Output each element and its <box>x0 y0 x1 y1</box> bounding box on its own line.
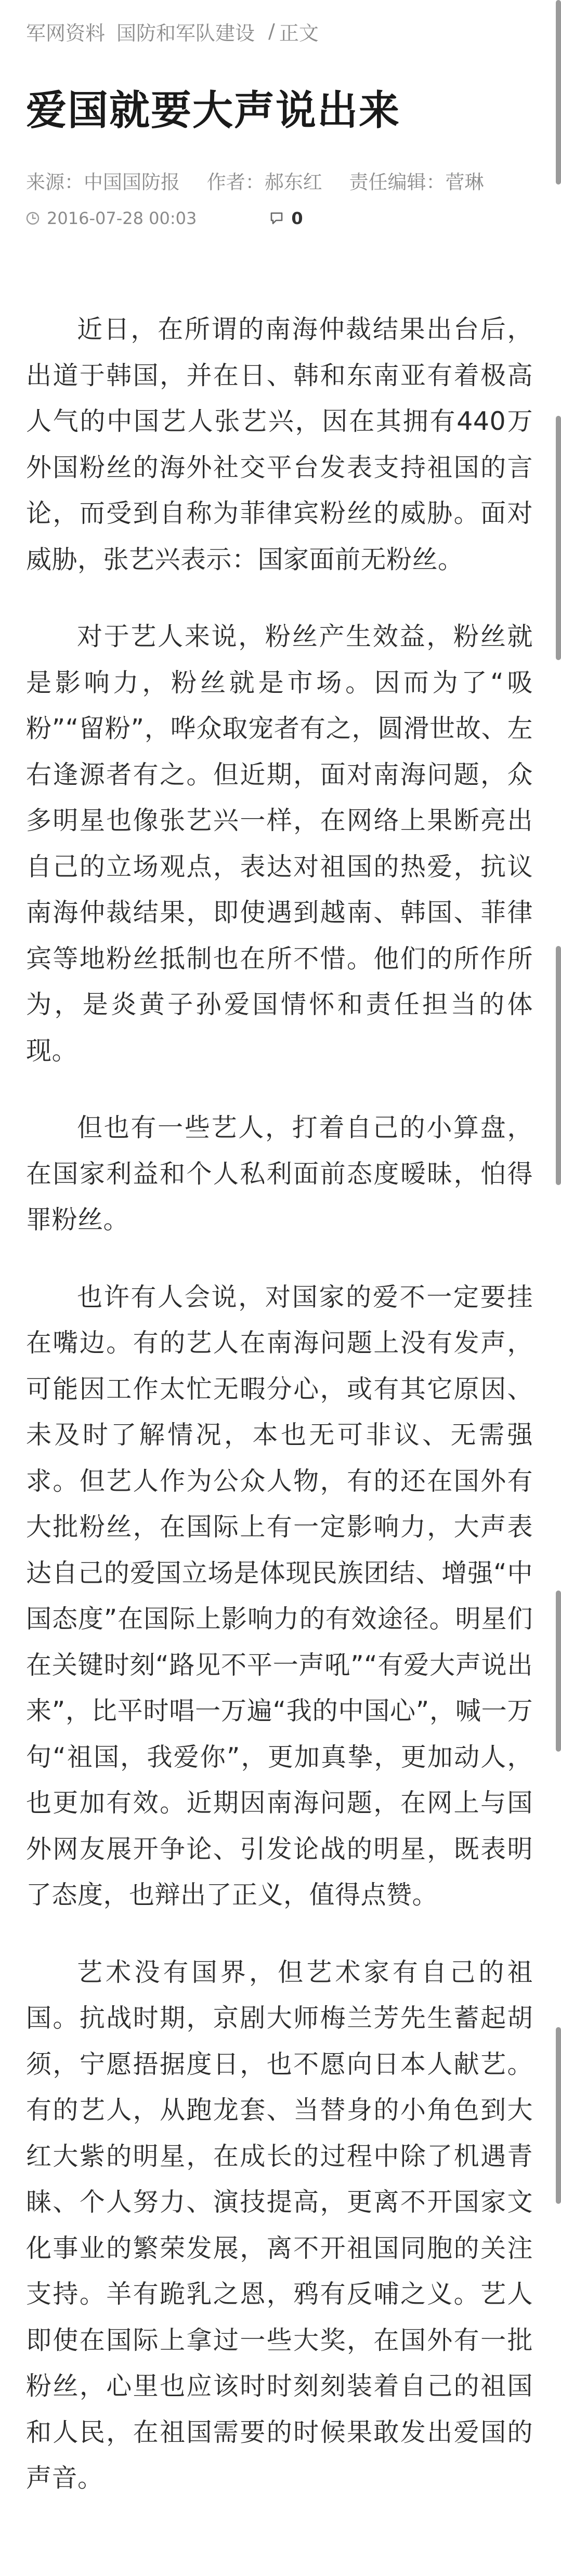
breadcrumb-item-national-defense[interactable]: 国防和军队建设 <box>116 21 255 45</box>
editor-value: 菅琳 <box>445 171 484 193</box>
source-label: 来源： <box>26 171 84 193</box>
article-info-row <box>26 205 303 231</box>
breadcrumb-current: 正文 <box>279 21 319 45</box>
scrollbar-thumb[interactable] <box>556 946 561 1185</box>
article-paragraph: 对于艺人来说，粉丝产生效益，粉丝就是影响力，粉丝就是市场。因而为了“吸粉”“留粉”，哗众取宠者有之，圆滑世故、左右逢源者有之。但近期，面对南海问题，众多明星也像张艺兴一样，在网络上果断亮出自己的立场观点，表达对祖国的热爱，抗议南海仲裁结果，即使遇到越南、韩国、菲律宾等地粉丝抵制也在所不惜。他们的所作所为，是炎黄子孙爱国情怀和责任担当的体现。 <box>26 622 533 1066</box>
article-title: 爱国就要大声说出来 <box>26 87 401 134</box>
scrollbar-thumb[interactable] <box>556 0 561 185</box>
publish-datetime: 2016-07-28 00:03 <box>47 208 197 228</box>
scrollbar-thumb[interactable] <box>556 2027 561 2204</box>
article-paragraph: 也许有人会说，对国家的爱不一定要挂在嘴边。有的艺人在南海问题上没有发声，可能因工作太忙无暇分心，或有其它原因、未及时了解情况，本也无可非议、无需强求。但艺人作为公众人物，有的还在国外有大批粉丝，在国际上有一定影响力，大声表达自己的爱国立场是体现民族团结、增强“中国态度”在国际上影响力的有效途径。明星们在关键时刻“路见不平一声吼”“有爱大声说出来”，比平时唱一万遍“我的中国心”，喊一万句“祖国，我爱你”，更加真挚，更加动人，也更加有效。近期因南海问题，在网上与国外网友展开争论、引发论战的明星，既表明了态度，也辩出了正义，值得点赞。 <box>26 1282 533 1910</box>
author-label: 作者： <box>206 171 265 193</box>
breadcrumb-item-military-data[interactable]: 军网资料 <box>26 21 106 45</box>
article-paragraph: 近日，在所谓的南海仲裁结果出台后，出道于韩国，并在日、韩和东南亚有着极高人气的中国艺人张艺兴，因在其拥有440万外国粉丝的海外社交平台发表支持祖国的言论，而受到自称为菲律宾粉丝的威胁。面对威胁，张艺兴表示：国家面前无粉丝。 <box>26 314 533 574</box>
comment-icon[interactable] <box>269 211 284 226</box>
breadcrumb <box>26 16 319 47</box>
article-paragraph: 但也有一些艺人，打着自己的小算盘，在国家利益和个人私利面前态度暧昧，怕得罪粉丝。 <box>26 1113 533 1234</box>
scrollbar-thumb[interactable] <box>556 1591 561 1752</box>
breadcrumb-separator: / <box>268 20 275 43</box>
clock-icon <box>26 212 40 225</box>
source-value: 中国国防报 <box>84 171 180 193</box>
scrollbar-thumb[interactable] <box>556 416 561 660</box>
article-meta <box>26 166 493 194</box>
editor-label: 责任编辑： <box>349 171 446 193</box>
article-paragraph: 艺术没有国界，但艺术家有自己的祖国。抗战时期，京剧大师梅兰芳先生蓄起胡须，宁愿捂据度日，也不愿向日本人献艺。有的艺人，从跑龙套、当替身的小角色到大红大紫的明星，在成长的过程中除了机遇青睐、个人努力、演技提高，更离不开国家文化事业的繁荣发展，离不开祖国同胞的关注支持。羊有跪乳之恩，鸦有反哺之义。艺人即使在国际上拿过一些大奖，在国外有一批粉丝，心里也应该时时刻刻装着自己的祖国和人民，在祖国需要的时候果敢发出爱国的声音。 <box>26 1957 533 2493</box>
author-value: 郝东红 <box>264 171 322 193</box>
comment-count[interactable]: 0 <box>291 208 303 228</box>
article-body <box>26 307 533 2533</box>
